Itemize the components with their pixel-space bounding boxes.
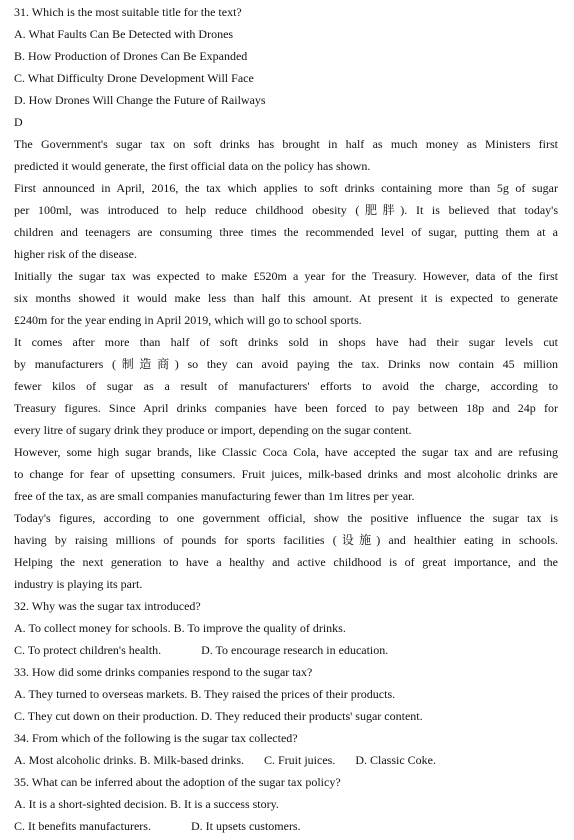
passage-line: industry is playing its part. xyxy=(14,577,143,591)
passage-line: Today's figures, according to one government official, show the positive influence the sugar tax is xyxy=(14,511,558,525)
q32-question: 32. Why was the sugar tax introduced? xyxy=(14,599,201,613)
q35-options-ab: A. It is a short-sighted decision. B. It is a success story. xyxy=(14,797,279,811)
passage-line: children and teenagers are consuming three times the recommended level of sugar, putting them at a xyxy=(14,225,558,239)
q31-question: 31. Which is the most suitable title for the text? xyxy=(14,5,242,19)
q34-option-a: A. Most alcoholic drinks. xyxy=(14,753,137,767)
passage-line: Treasury figures. Since April drinks companies have been forced to pay between 18p and 24p for xyxy=(14,401,558,415)
passage-line: having by raising millions of pounds for sports facilities (设施) and healthier eating in schools. xyxy=(14,533,558,547)
q31-option-b: B. How Production of Drones Can Be Expanded xyxy=(14,49,248,63)
passage-line: every litre of sugary drink they produce or import, depending on the sugar content. xyxy=(14,423,412,437)
q32-option-d: D. To encourage research in education. xyxy=(201,643,389,657)
q31-option-a: A. What Faults Can Be Detected with Drones xyxy=(14,27,234,41)
passage-line: £240m for the year ending in April 2019, which will go to school sports. xyxy=(14,313,362,327)
q35-option-c: C. It benefits manufacturers. xyxy=(14,819,151,833)
q35-options-cd xyxy=(14,815,558,837)
passage-line: First announced in April, 2016, the tax which applies to soft drinks containing more than 5g of sugar xyxy=(14,181,558,195)
passage-line: free of the tax, as are small companies manufacturing fewer than 1m litres per year. xyxy=(14,489,415,503)
q31-option-d: D. How Drones Will Change the Future of Railways xyxy=(14,93,266,107)
q34-options xyxy=(14,749,558,771)
passage-line: The Government's sugar tax on soft drinks has brought in half as much money as Ministers first xyxy=(14,137,558,151)
passage-line: fewer kilos of sugar as a result of manufacturers' efforts to avoid the charge, according to xyxy=(14,379,558,393)
q33-options-cd: C. They cut down on their production. D. They reduced their products' sugar content. xyxy=(14,709,423,723)
q34-option-c: C. Fruit juices. xyxy=(264,753,336,767)
passage-line: Helping the next generation to have a healthy and active childhood is of great importance, and the xyxy=(14,555,558,569)
passage-line: to change for fear of upsetting consumers. Fruit juices, milk-based drinks and most alcoholic drinks are xyxy=(14,467,558,481)
q35-question: 35. What can be inferred about the adoption of the sugar tax policy? xyxy=(14,775,341,789)
passage-line: higher risk of the disease. xyxy=(14,247,137,261)
passage-line: by manufacturers (制造商) so they can avoid paying the tax. Drinks now contain 45 million xyxy=(14,357,558,371)
passage xyxy=(14,133,558,595)
q35-option-d: D. It upsets customers. xyxy=(190,819,301,833)
q33-question: 33. How did some drinks companies respond to the sugar tax? xyxy=(14,665,313,679)
passage-line: six months showed it would make less than half this amount. At present it is expected to generate xyxy=(14,291,558,305)
passage-line: predicted it would generate, the first official data on the policy has shown. xyxy=(14,159,371,173)
passage-line: However, some high sugar brands, like Classic Coca Cola, have accepted the sugar tax and are refusing xyxy=(14,445,558,459)
q32-option-c: C. To protect children's health. xyxy=(14,643,162,657)
passage-line: It comes after more than half of soft drinks sold in shops have had their sugar levels cut xyxy=(14,335,558,349)
q33-options-ab: A. They turned to overseas markets. B. They raised the prices of their products. xyxy=(14,687,396,701)
passage-line: Initially the sugar tax was expected to make £520m a year for the Treasury. However, data of the first xyxy=(14,269,558,283)
q32-options-ab: A. To collect money for schools. B. To improve the quality of drinks. xyxy=(14,621,346,635)
q31-answer: D xyxy=(14,115,23,129)
q34-question: 34. From which of the following is the sugar tax collected? xyxy=(14,731,298,745)
passage-line: per 100ml, was introduced to help reduce childhood obesity (肥胖). It is believed that today's xyxy=(14,203,558,217)
q34-option-d: D. Classic Coke. xyxy=(355,753,437,767)
q31-option-c: C. What Difficulty Drone Development Will Face xyxy=(14,71,254,85)
q34-option-b: B. Milk-based drinks. xyxy=(139,753,244,767)
q32-options-cd xyxy=(14,639,558,661)
